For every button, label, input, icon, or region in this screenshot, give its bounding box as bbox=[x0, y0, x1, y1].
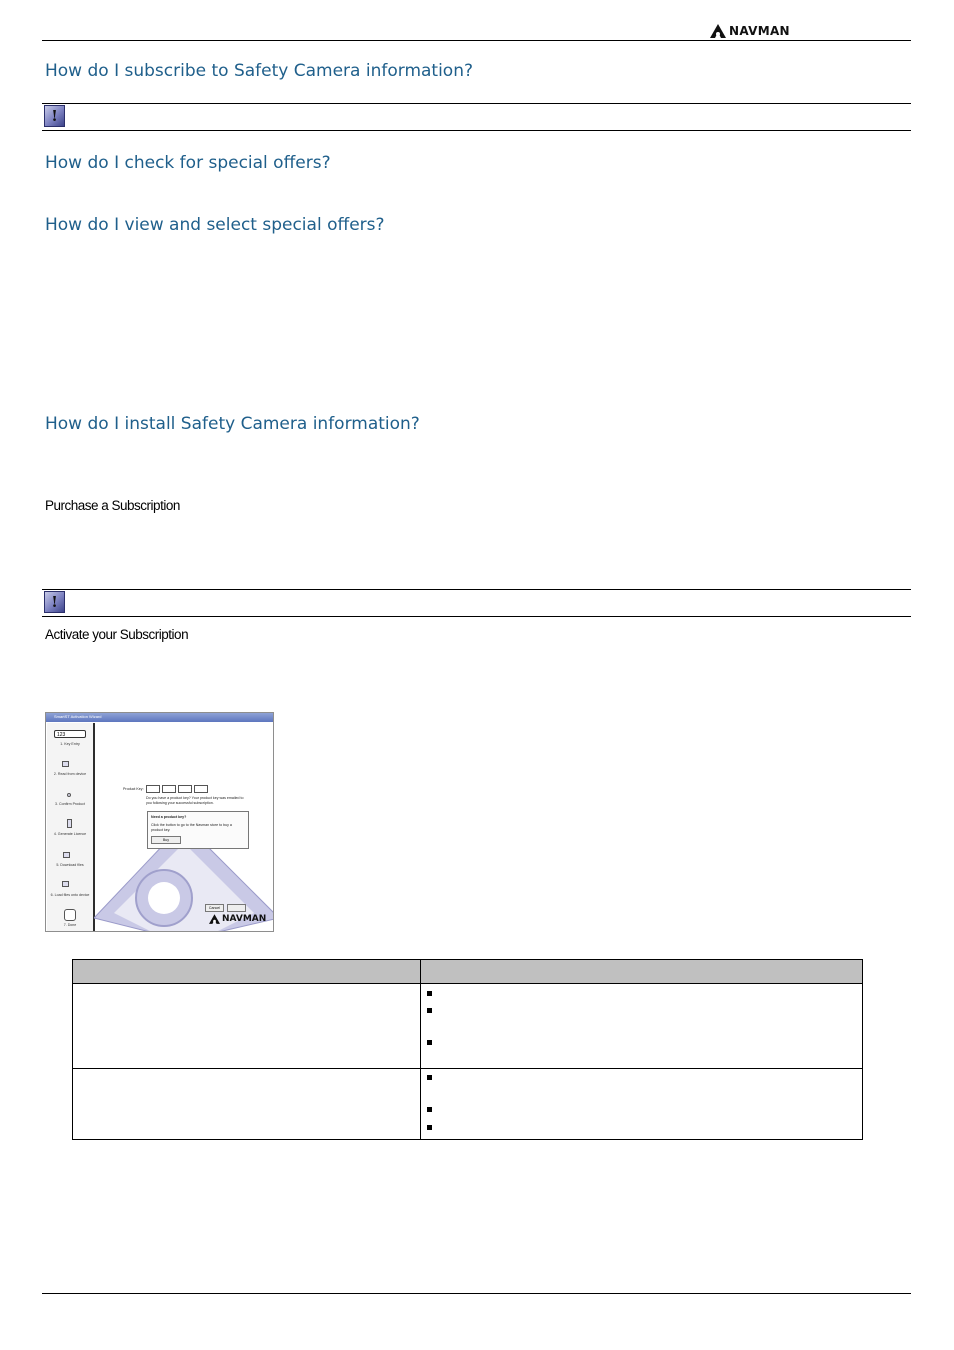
bullet-marker bbox=[427, 1075, 432, 1080]
wizard-step: 4. Generate Licence bbox=[53, 832, 87, 836]
navman-logo-icon bbox=[209, 914, 220, 924]
wizard-navman-logo-text: NAVMAN bbox=[222, 914, 267, 924]
activate-heading: Activate your Subscription bbox=[45, 627, 189, 642]
key-entry-field: 123 bbox=[54, 730, 86, 738]
done-icon bbox=[64, 909, 76, 921]
note-icon bbox=[44, 105, 65, 127]
table-cell bbox=[73, 984, 421, 1069]
confirm-icon bbox=[67, 793, 71, 797]
table-row bbox=[73, 984, 863, 1069]
product-key-field-2[interactable] bbox=[162, 785, 176, 793]
offers-check-heading: How do I check for special offers? bbox=[45, 153, 331, 173]
device-icon bbox=[62, 761, 69, 767]
bullet-list bbox=[421, 984, 862, 1068]
buy-button[interactable]: Buy bbox=[151, 836, 181, 844]
table-row bbox=[73, 1069, 863, 1140]
table-cell bbox=[421, 984, 863, 1069]
product-key-label: Product Key: bbox=[123, 787, 144, 791]
wizard-step: 3. Confirm Product bbox=[55, 802, 85, 806]
wizard-steps-sidebar bbox=[47, 723, 95, 932]
download-icon bbox=[63, 852, 70, 858]
bullet-marker bbox=[427, 1008, 432, 1013]
dialog-title: Need a product key? bbox=[151, 815, 187, 819]
note-bottom-rule bbox=[42, 130, 911, 131]
key-separator: - bbox=[191, 786, 193, 790]
key-separator: - bbox=[175, 786, 177, 790]
wizard-step: 6. Load files onto device bbox=[50, 893, 90, 897]
navman-logo bbox=[710, 24, 790, 38]
product-key-field-1[interactable] bbox=[146, 785, 160, 793]
table-header-cell bbox=[421, 960, 863, 984]
activation-wizard-screenshot bbox=[45, 712, 274, 932]
footer-rule bbox=[42, 1293, 911, 1294]
bullet-marker bbox=[427, 1125, 432, 1130]
wizard-navman-logo bbox=[209, 914, 266, 924]
table-cell bbox=[421, 1069, 863, 1140]
cancel-button[interactable]: Cancel bbox=[205, 904, 224, 912]
dialog-text: Click the button to go to the Navman store to buy a product key. bbox=[151, 823, 232, 832]
product-key-field-4[interactable] bbox=[194, 785, 208, 793]
licence-icon bbox=[67, 819, 72, 828]
wizard-step: 2. Read from device bbox=[53, 772, 87, 776]
note-icon bbox=[44, 591, 65, 613]
product-key-field-3[interactable] bbox=[178, 785, 192, 793]
note-top-rule bbox=[42, 103, 911, 104]
note-bottom-rule bbox=[42, 616, 911, 617]
purchase-heading: Purchase a Subscription bbox=[45, 498, 180, 513]
navman-logo-icon bbox=[710, 24, 726, 38]
install-heading: How do I install Safety Camera information? bbox=[45, 414, 420, 434]
navman-logo-text: NAVMAN bbox=[729, 24, 790, 38]
header-rule bbox=[42, 40, 911, 41]
wizard-step: 5. Download files bbox=[56, 863, 84, 867]
bullet-marker bbox=[427, 1040, 432, 1045]
wizard-title: SmartST Activation Wizard bbox=[54, 714, 102, 719]
need-product-key-dialog bbox=[147, 811, 249, 849]
table-cell bbox=[73, 1069, 421, 1140]
note-icon-glyph: ! bbox=[51, 107, 58, 125]
table-header-row bbox=[73, 960, 863, 984]
load-device-icon bbox=[62, 881, 69, 887]
bullet-list bbox=[421, 1069, 862, 1139]
offers-view-heading: How do I view and select special offers? bbox=[45, 215, 385, 235]
next-button[interactable] bbox=[227, 904, 246, 912]
note-top-rule bbox=[42, 589, 911, 590]
wizard-step: 7. Done bbox=[63, 923, 77, 927]
info-table bbox=[72, 959, 863, 1140]
bullet-marker bbox=[427, 1107, 432, 1112]
product-key-hint: Do you have a product key? Your product key was emailed to you following your successful subscription. bbox=[146, 796, 244, 805]
key-separator: - bbox=[159, 786, 161, 790]
bullet-marker bbox=[427, 991, 432, 996]
note-icon-glyph: ! bbox=[51, 593, 58, 611]
table-header-cell bbox=[73, 960, 421, 984]
wizard-titlebar bbox=[46, 713, 273, 722]
wizard-step: 1. Key Entry bbox=[60, 742, 80, 746]
subscribe-heading: How do I subscribe to Safety Camera information? bbox=[45, 61, 474, 81]
